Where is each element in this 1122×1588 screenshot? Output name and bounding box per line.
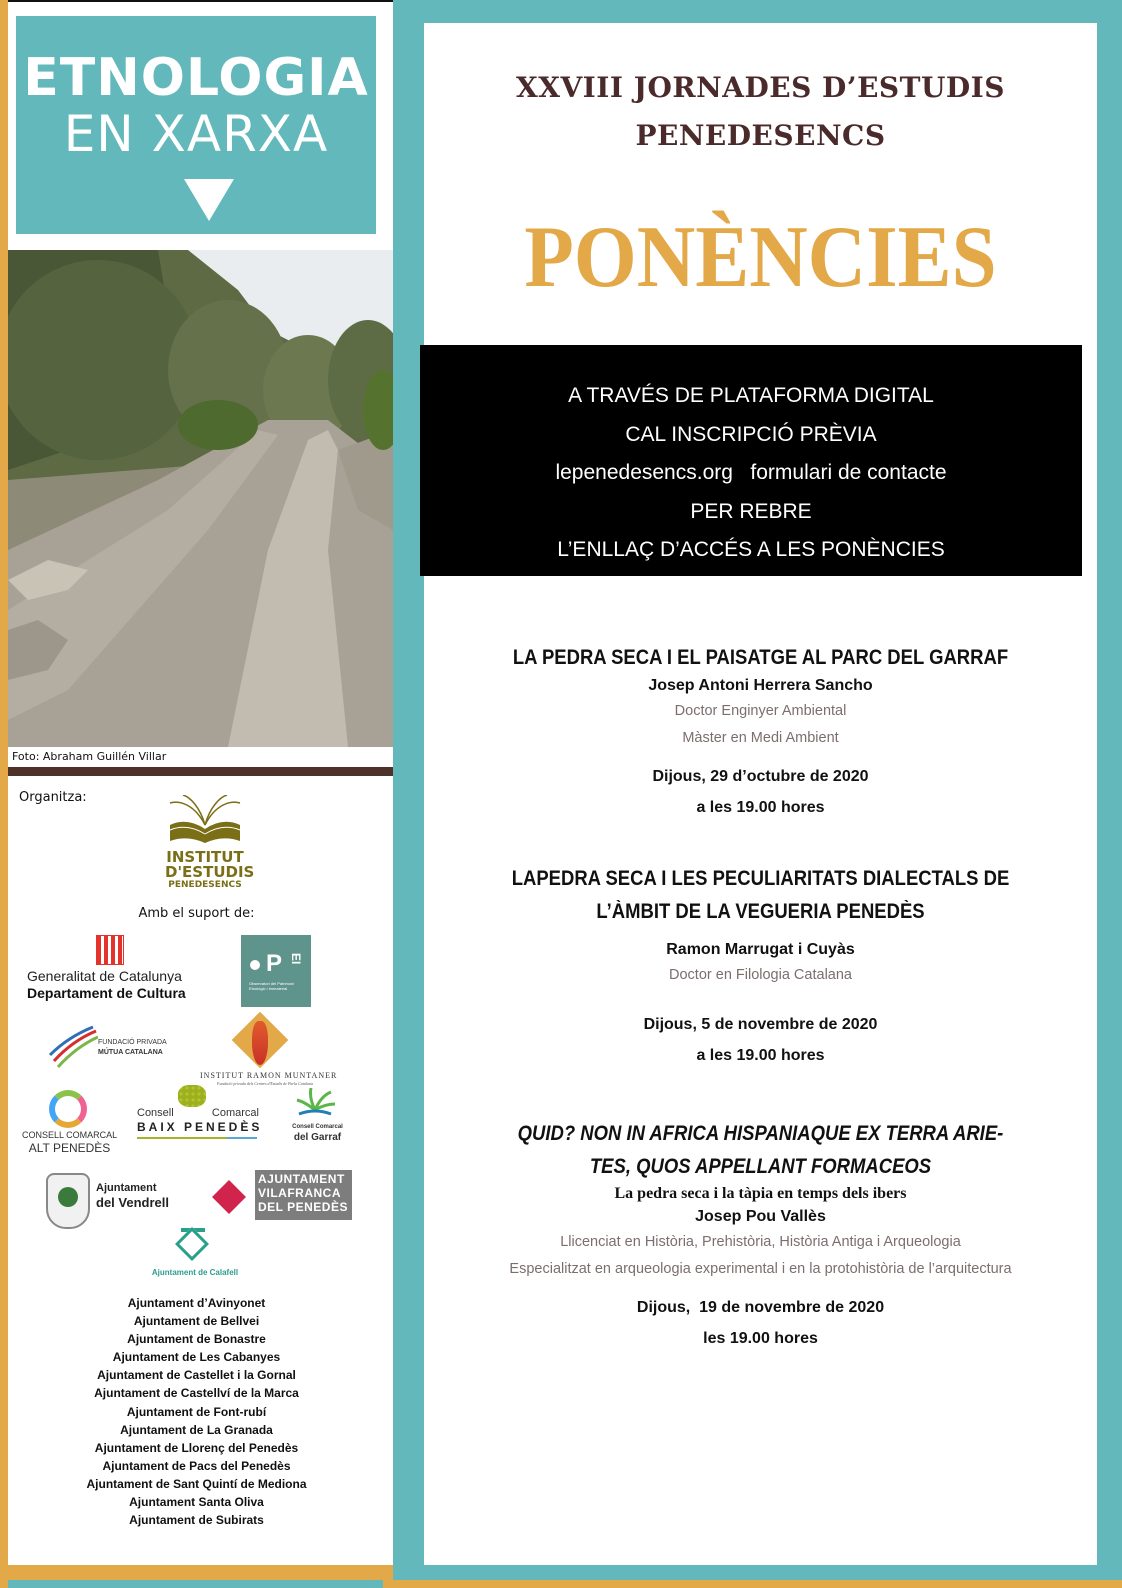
support-label: Amb el suport de: — [138, 906, 255, 921]
talk-date: Dijous, 29 d’octubre de 2020 — [652, 768, 869, 785]
list-item: Ajuntament de Bonastre — [127, 1332, 266, 1347]
list-item: Ajuntament de Pacs del Penedès — [102, 1458, 291, 1473]
swoosh-icon — [48, 1025, 98, 1069]
talk-credential: Màster en Medi Ambient — [682, 729, 839, 746]
consell-alt-penedes-logo — [22, 1090, 117, 1160]
talk-credential: Doctor Enginyer Ambiental — [674, 703, 847, 719]
talk-date: Dijous, 19 de novembre de 2020 — [636, 1299, 885, 1316]
talk-time: les 19.00 hores — [703, 1330, 818, 1347]
list-item: Ajuntament de Subirats — [129, 1513, 264, 1528]
list-item: Ajuntament de La Granada — [120, 1422, 273, 1437]
organizer-label: Organitza: — [19, 790, 87, 805]
ccbp-right: Comarcal — [211, 1107, 259, 1119]
list-item: Ajuntament de Les Cabanyes — [112, 1350, 281, 1365]
brand-title: ETNOLOGIA — [23, 48, 369, 108]
talk-2 — [424, 862, 1097, 1071]
consell-garraf-logo — [285, 1088, 350, 1158]
talk-title: L’ÀMBIT DE LA VEGUERIA PENEDÈS — [596, 900, 925, 923]
talk-speaker: Josep Antoni Herrera Sancho — [648, 677, 873, 694]
crest-icon — [46, 1173, 90, 1229]
list-item: Ajuntament de Font-rubí — [126, 1404, 267, 1419]
talk-title: LA PEDRA SECA I EL PAISATGE AL PARC DEL GARRAF — [512, 646, 1009, 669]
talk-time: a les 19.00 hores — [696, 799, 825, 816]
mutua-line2: MÚTUA CATALANA — [98, 1049, 163, 1056]
info-line: CAL INSCRIPCIÓ PRÈVIA — [625, 422, 877, 446]
calafell-label: Ajuntament de Calafell — [151, 1268, 239, 1277]
top-rule — [8, 0, 393, 2]
list-item: Ajuntament de Castellet i la Gornal — [97, 1368, 296, 1383]
list-item: Ajuntament de Bellvei — [133, 1314, 260, 1329]
spacer — [424, 989, 1097, 1009]
list-item: Ajuntament de Castellví de la Marca — [94, 1386, 299, 1401]
ccbp-underline — [137, 1137, 257, 1139]
info-line: L’ENLLAÇ D’ACCÉS A LES PONÈNCIES — [557, 538, 945, 561]
talk-speaker: Ramon Marrugat i Cuyàs — [666, 941, 855, 958]
ajuntament-calafell-logo — [120, 1228, 270, 1283]
dot-icon — [250, 960, 260, 970]
opei-logo — [241, 935, 311, 1007]
gencat-line1: Generalitat de Catalunya — [27, 968, 182, 984]
irm-line2: Fundació privada dels Centres d'Estudis de Parla Catalana — [217, 1081, 313, 1086]
shield-icon — [205, 1170, 255, 1220]
talk-3 — [424, 1117, 1097, 1354]
page-title: PONÈNCIES — [524, 209, 997, 306]
opei-letter: P — [266, 950, 283, 977]
list-item: Ajuntament de Llorenç del Penedès — [94, 1440, 299, 1455]
ajuntament-vendrell-logo — [38, 1173, 178, 1233]
ccbp-line1 — [137, 1107, 259, 1119]
municipalities-list — [0, 1294, 393, 1529]
ajuntament-vilafranca-logo — [205, 1170, 352, 1220]
talk-subtitle: La pedra seca i la tàpia en temps dels ibers — [614, 1185, 907, 1202]
ccbp-line2: BAIX PENEDÈS — [137, 1120, 263, 1134]
mutua-catalana-logo — [48, 1025, 178, 1069]
vilafranca-line1: AJUNTAMENT — [258, 1172, 345, 1186]
ring-icon — [49, 1090, 87, 1128]
talk-1 — [424, 641, 1097, 823]
brand-subtitle: EN XARXA — [63, 105, 329, 163]
info-line: PER REBRE — [690, 499, 812, 523]
list-item: Ajuntament d’Avinyonet — [127, 1296, 266, 1310]
mutua-line1: FUNDACIÓ PRIVADA — [98, 1039, 167, 1046]
bottom-teal-border — [8, 1580, 393, 1588]
talk-speaker: Josep Pou Vallès — [695, 1208, 826, 1225]
event-title-line1: XXVIII JORNADES D’ESTUDIS — [516, 71, 1005, 104]
talk-credential: Llicenciat en Història, Prehistòria, Història Antiga i Arqueologia — [560, 1234, 961, 1250]
talk-title: QUID? NON IN AFRICA HISPANIAQUE EX TERRA ARIE- — [517, 1122, 1004, 1145]
talk-date: Dijous, 5 de novembre de 2020 — [643, 1015, 878, 1033]
tree-icon — [58, 1187, 78, 1207]
iep-line1: INSTITUT — [166, 848, 244, 866]
photo-credit: Foto: Abraham Guillén Villar — [12, 750, 167, 763]
list-item: Ajuntament de Sant Quintí de Mediona — [86, 1476, 307, 1491]
talk-time: a les 19.00 hores — [696, 1046, 825, 1064]
talk-title: LAPEDRA SECA I LES PECULIARITATS DIALECTALS DE — [511, 867, 1010, 890]
open-book-icon — [165, 795, 245, 845]
dry-stone-path-photo — [8, 250, 393, 747]
iep-line3: PENEDESENCS — [168, 880, 242, 890]
senyera-shield-icon — [96, 935, 124, 965]
irm-line1: INSTITUT RAMON MUNTANER — [200, 1071, 338, 1080]
info-line: A TRAVÉS DE PLATAFORMA DIGITAL — [568, 384, 934, 407]
opei-vertical: EI — [289, 953, 303, 965]
triangle-down-icon — [184, 179, 234, 221]
vilafranca-text — [258, 1172, 348, 1214]
ccap-line2: ALT PENEDÈS — [28, 1141, 111, 1155]
ccap-line1: CONSELL COMARCAL — [22, 1130, 118, 1140]
event-title-line2: PENEDESENCS — [635, 119, 886, 152]
list-item: Ajuntament Santa Oliva — [129, 1495, 264, 1510]
etnologia-en-xarxa-logo — [16, 16, 376, 234]
vendrell-line2: del Vendrell — [96, 1195, 169, 1210]
opei-sub: Observatori del Patrimoni Etnològic i Immaterial — [249, 981, 295, 991]
plant-icon — [295, 1088, 335, 1118]
consell-baix-penedes-logo — [135, 1085, 263, 1145]
institut-estudis-penedesencs-logo — [165, 795, 255, 895]
spacer — [424, 928, 1097, 938]
brown-divider — [8, 767, 393, 776]
bottom-orange-border — [0, 1565, 393, 1580]
shield-icon — [175, 1227, 209, 1261]
rhombus-icon — [212, 1180, 246, 1214]
iep-line2: D'ESTUDIS — [165, 863, 255, 881]
gencat-line2: Departament de Cultura — [27, 985, 186, 1001]
spacer — [424, 751, 1097, 761]
grapes-icon — [178, 1085, 206, 1107]
talk-title: TES, QUOS APPELLANT FORMACEOS — [589, 1155, 932, 1178]
vendrell-line1: Ajuntament — [96, 1182, 157, 1194]
institut-ramon-muntaner-logo — [200, 1015, 338, 1087]
registration-info-box — [420, 345, 1082, 576]
bottom-right-orange-border — [383, 1580, 1122, 1588]
talk-credential: Especialitzat en arqueologia experimental i en la protohistòria de l’arquitectura — [509, 1260, 1012, 1277]
vilafranca-line3: DEL PENEDÈS — [258, 1200, 348, 1214]
ccg-line1: Consell Comarcal — [292, 1124, 343, 1130]
flame-icon — [252, 1021, 268, 1065]
vilafranca-line2: VILAFRANCA — [258, 1186, 341, 1200]
event-title — [424, 64, 1097, 160]
talk-credential: Doctor en Filologia Catalana — [669, 967, 852, 983]
spacer — [424, 1282, 1097, 1292]
info-line-website[interactable]: lepenedesencs.org formulari de contacte — [555, 461, 947, 484]
ccbp-left: Consell — [137, 1107, 174, 1119]
ccg-line2: del Garraf — [293, 1132, 342, 1143]
